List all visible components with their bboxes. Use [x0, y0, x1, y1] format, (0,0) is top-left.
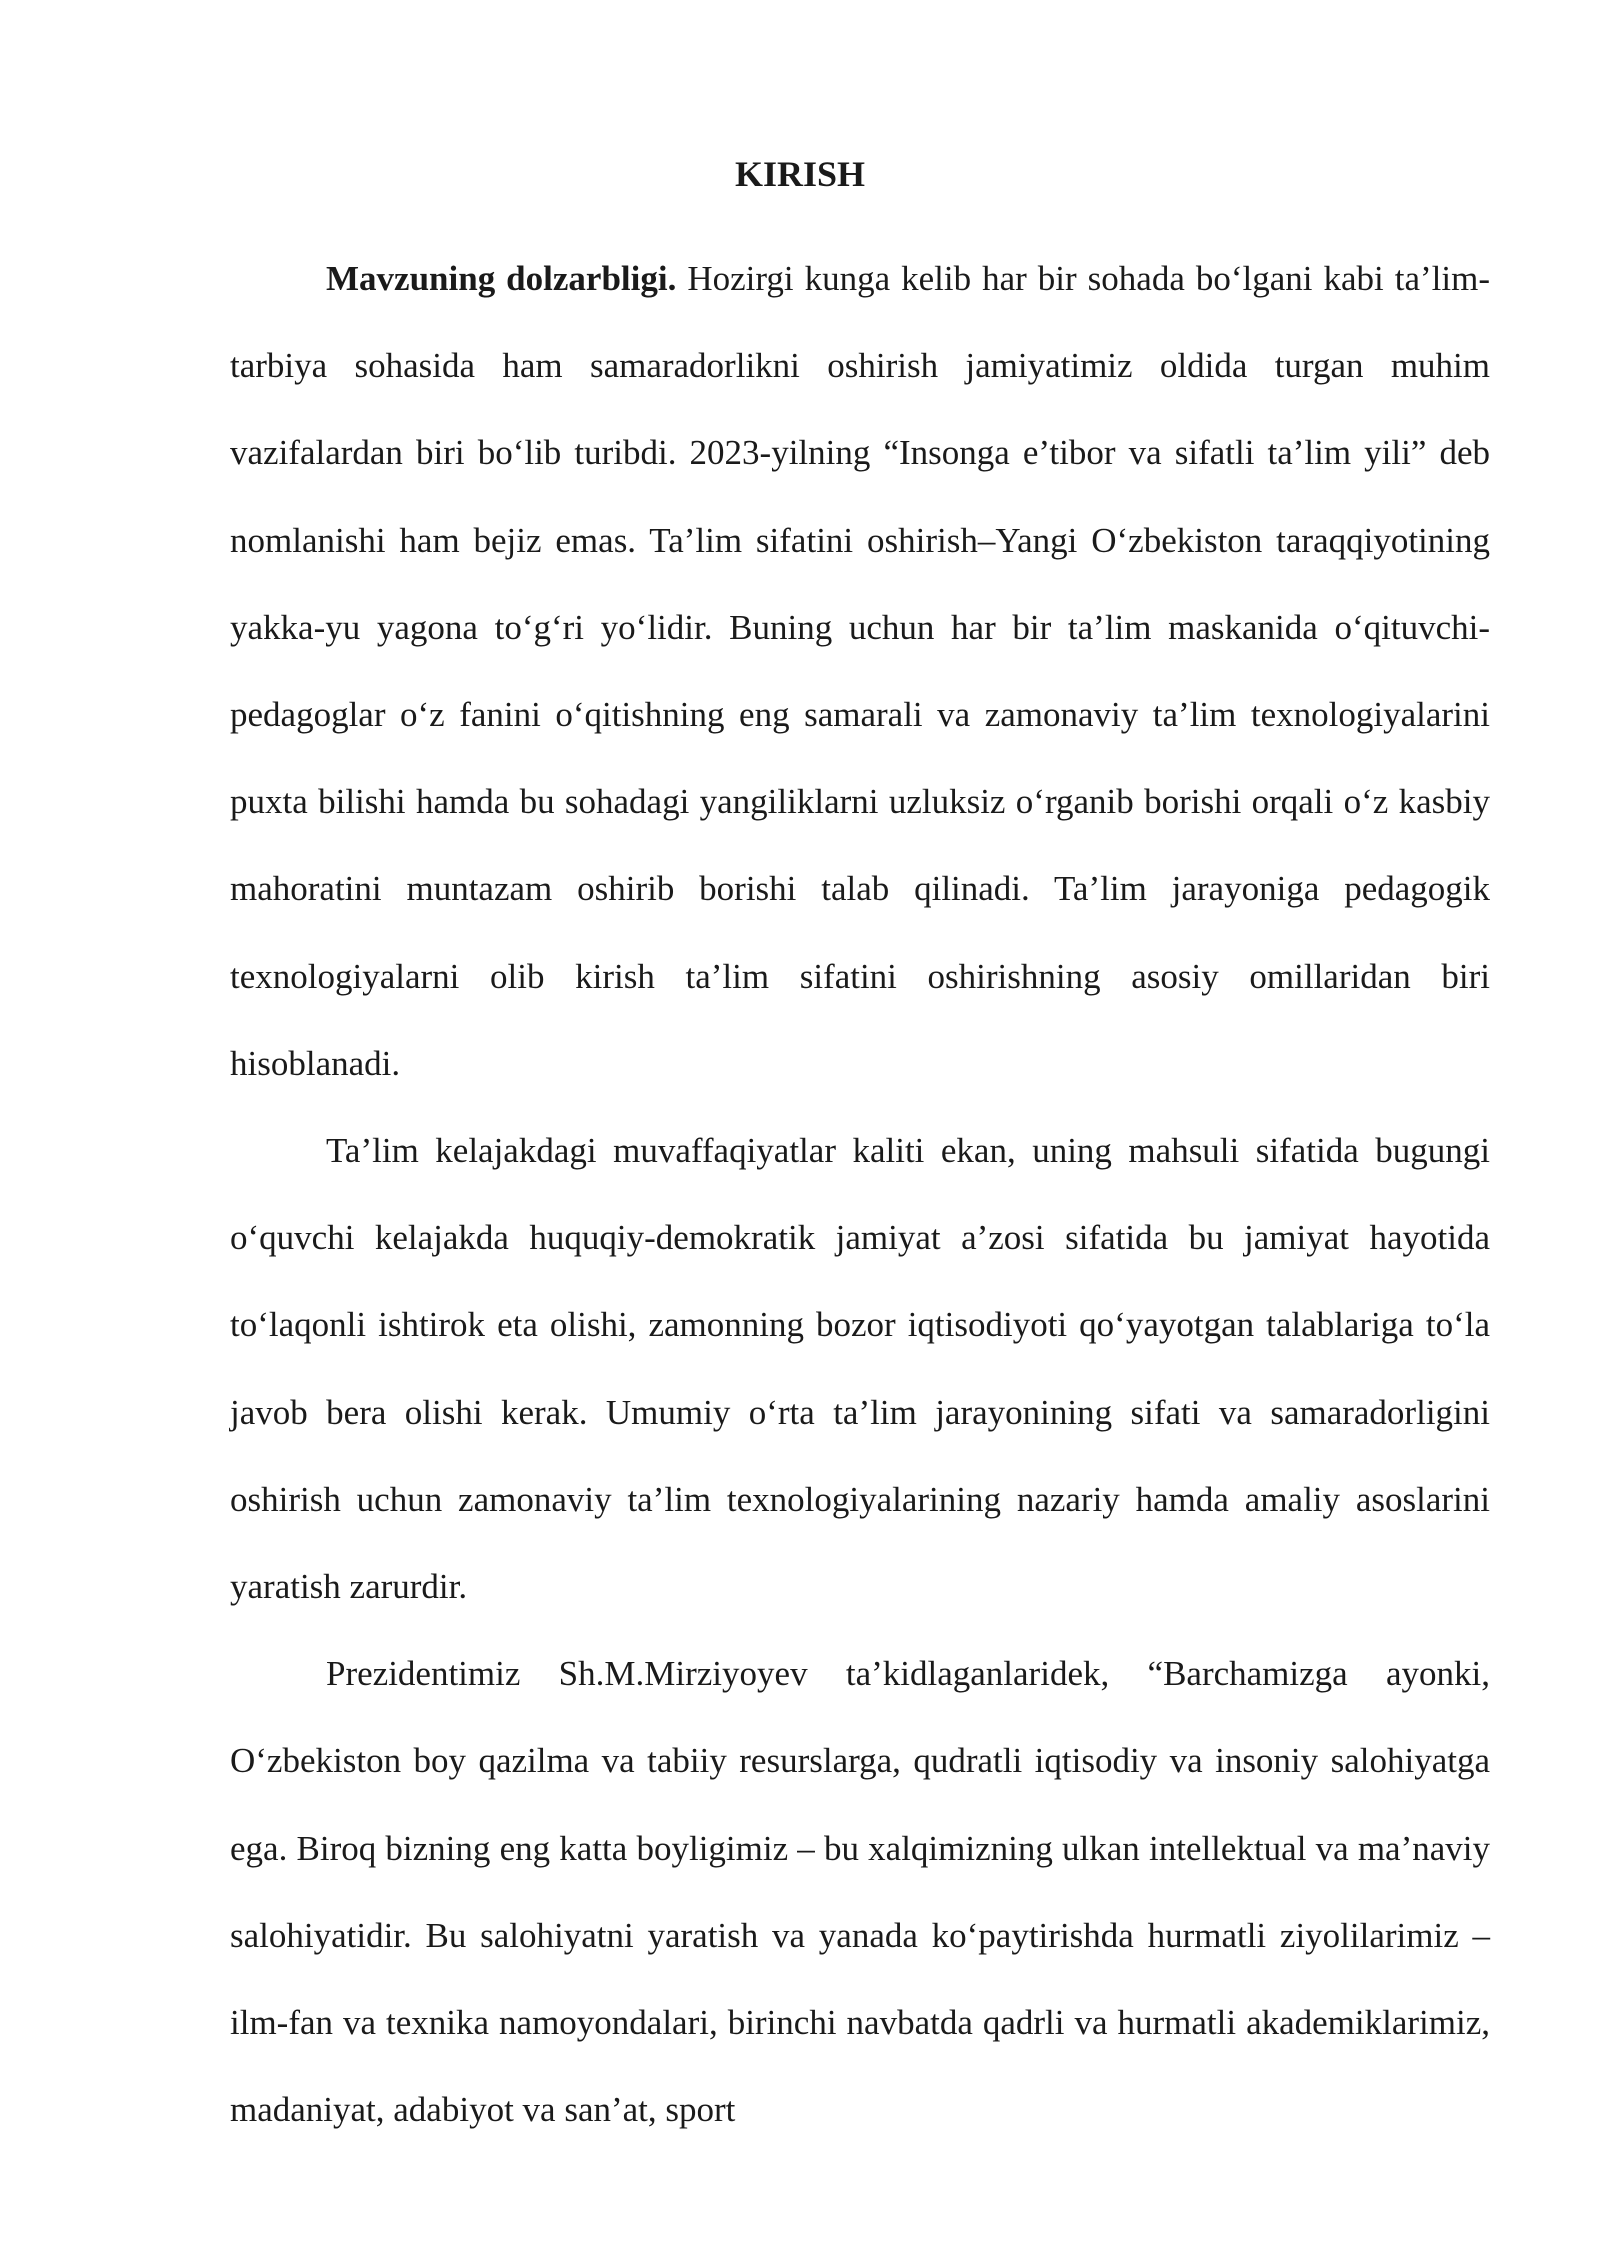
- page-title: KIRISH: [734, 154, 866, 194]
- paragraph-relevance: [230, 235, 1490, 1107]
- paragraph-president-quote: [230, 1630, 1490, 2153]
- paragraph-text: Hozirgi kunga kelib har bir sohada boʻlgani kabi ta’lim-tarbiya sohasida ham samaradorlikni oshirish jamiyatimiz oldida turgan muhim vazifalardan biri boʻlib turibdi. 2023-yilning “Insonga e’tibor va sifatli ta’lim yili” deb nomlanishi ham bejiz emas. Ta’lim sifatini oshirish–Yangi Oʻzbekiston taraqqiyotining yakka-yu yagona toʻgʻri yoʻlidir. Buning uchun har bir ta’lim maskanida oʻqituvchi-pedagoglar oʻz fanini oʻqitishning eng samarali va zamonaviy ta’lim texnologiyalarini puxta bilishi hamda bu sohadagi yangiliklarni uzluksiz oʻrganib borishi orqali oʻz kasbiy mahoratini muntazam oshirib borishi talab qilinadi. Ta’lim jarayoniga pedagogik texnologiyalarni olib kirish ta’lim sifatini oshirishning asosiy omillaridan biri hisoblanadi.: [230, 259, 1490, 1083]
- paragraph-text: Ta’lim kelajakdagi muvaffaqiyatlar kaliti ekan, uning mahsuli sifatida bugungi oʻquvchi kelajakda huquqiy-demokratik jamiyat a’zosi sifatida bu jamiyat hayotida toʻlaqonli ishtirok eta olishi, zamonning bozor iqtisodiyoti qoʻyayotgan talablariga toʻla javob bera olishi kerak. Umumiy oʻrta ta’lim jarayonining sifati va samaradorligini oshirish uchun zamonaviy ta’lim texnologiyalarining nazariy hamda amaliy asoslarini yaratish zarurdir.: [230, 1131, 1490, 1607]
- paragraph-education-future: [230, 1107, 1490, 1630]
- paragraph-text: Prezidentimiz Sh.M.Mirziyoyev ta’kidlaganlaridek, “Barchamizga ayonki, Oʻzbekiston boy qazilma va tabiiy resurslarga, qudratli iqtisodiy va insoniy salohiyatga ega. Biroq bizning eng katta boyligimiz – bu xalqimizning ulkan intellektual va ma’naviy salohiyatidir. Bu salohiyatni yaratish va yanada koʻpaytirishda hurmatli ziyolilarimiz – ilm-fan va texnika namoyondalari, birinchi navbatda qadrli va hurmatli akademiklarimiz, madaniyat, adabiyot va san’at, sport: [230, 1654, 1490, 2130]
- document-body: [230, 235, 1490, 2153]
- paragraph-lead-heading: Mavzuning dolzarbligi.: [326, 259, 677, 298]
